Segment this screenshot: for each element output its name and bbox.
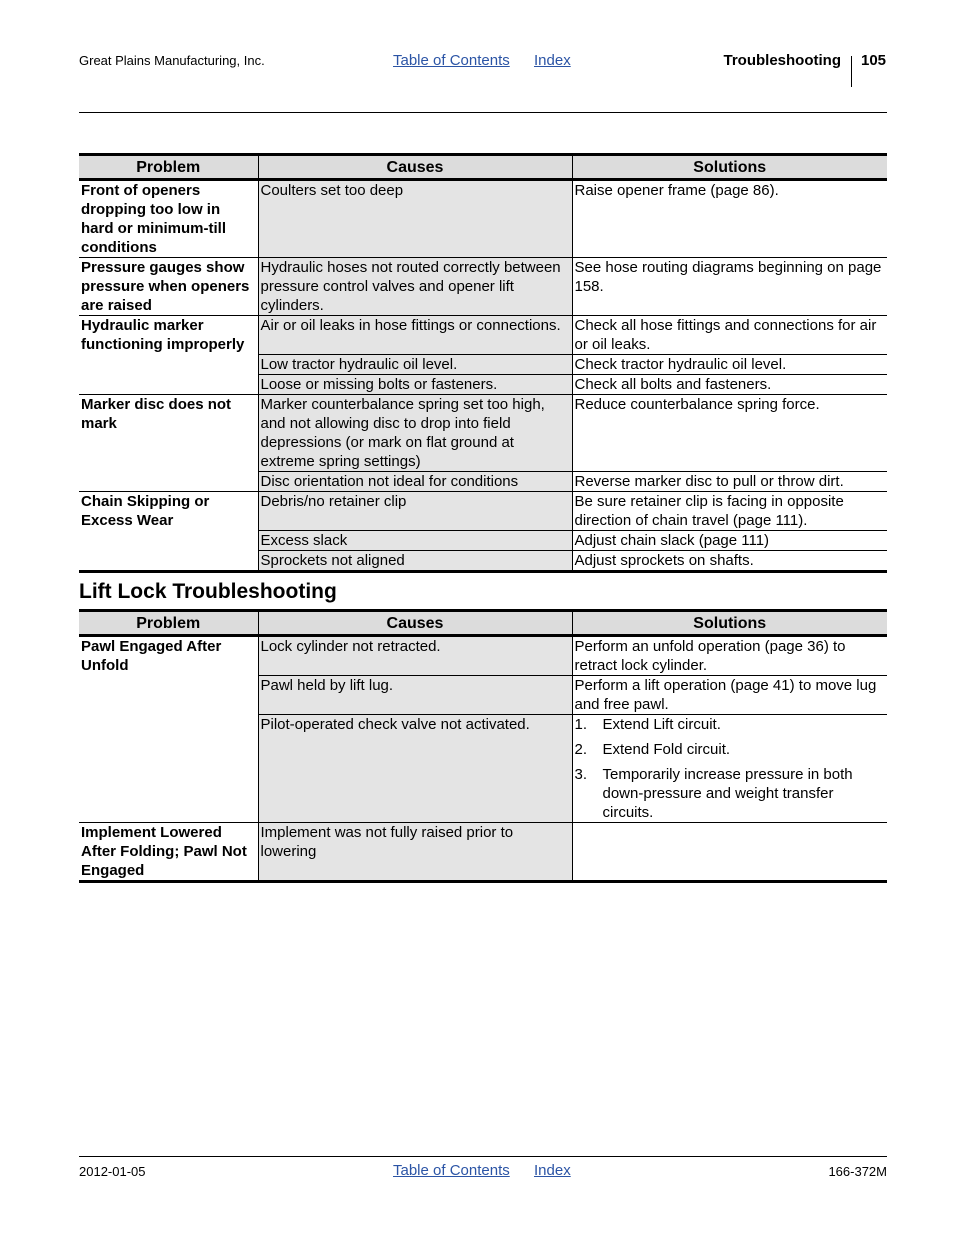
header-solutions: Solutions [572, 155, 887, 180]
solution-cell [572, 823, 887, 882]
header-causes: Causes [258, 155, 572, 180]
problem-cell: Chain Skipping or Excess Wear [79, 492, 258, 572]
header-problem: Problem [79, 611, 258, 636]
solution-cell: See hose routing diagrams beginning on page 158. [572, 258, 887, 316]
troubleshooting-table [79, 153, 887, 573]
lift-lock-table [79, 609, 887, 883]
solution-cell: Adjust chain slack (page 111) [572, 531, 887, 551]
header-rule [79, 112, 887, 113]
solution-cell: Check tractor hydraulic oil level. [572, 355, 887, 375]
solution-cell: Adjust sprockets on shafts. [572, 551, 887, 572]
solution-cell: Perform an unfold operation (page 36) to retract lock cylinder. [572, 636, 887, 676]
cause-cell: Excess slack [258, 531, 572, 551]
problem-cell: Implement Lowered After Folding; Pawl Not Engaged [79, 823, 258, 882]
header-index-link[interactable]: Index [534, 52, 571, 69]
table-row [79, 823, 887, 882]
header-divider [851, 56, 852, 87]
cause-cell: Loose or missing bolts or fasteners. [258, 375, 572, 395]
footer-index-link[interactable]: Index [534, 1162, 571, 1179]
cause-cell: Lock cylinder not retracted. [258, 636, 572, 676]
solution-cell: Be sure retainer clip is facing in opposite direction of chain travel (page 111). [572, 492, 887, 531]
company-name: Great Plains Manufacturing, Inc. [79, 53, 265, 68]
problem-cell: Marker disc does not mark [79, 395, 258, 492]
cause-cell: Implement was not fully raised prior to lowering [258, 823, 572, 882]
cause-cell: Sprockets not aligned [258, 551, 572, 572]
problem-cell: Hydraulic marker functioning improperly [79, 316, 258, 395]
footer-rule [79, 1156, 887, 1157]
document-number: 166-372M [828, 1164, 887, 1179]
table-row [79, 395, 887, 472]
step-item [575, 765, 886, 822]
solution-cell: Check all bolts and fasteners. [572, 375, 887, 395]
table-row [79, 492, 887, 531]
header-causes: Causes [258, 611, 572, 636]
header-toc-link[interactable]: Table of Contents [393, 52, 510, 69]
cause-cell: Low tractor hydraulic oil level. [258, 355, 572, 375]
step-item [575, 740, 886, 759]
problem-cell: Pressure gauges show pressure when openers are raised [79, 258, 258, 316]
solution-cell [572, 715, 887, 823]
table-row [79, 258, 887, 316]
step-text: Extend Fold circuit. [602, 741, 731, 758]
cause-cell: Coulters set too deep [258, 180, 572, 258]
header-problem: Problem [79, 155, 258, 180]
step-item [575, 715, 886, 734]
problem-cell: Front of openers dropping too low in hard or minimum-till conditions [79, 180, 258, 258]
cause-cell: Pawl held by lift lug. [258, 676, 572, 715]
cause-cell: Disc orientation not ideal for conditions [258, 472, 572, 492]
problem-cell: Pawl Engaged After Unfold [79, 636, 258, 823]
cause-cell: Hydraulic hoses not routed correctly between pressure control valves and opener lift cylinders. [258, 258, 572, 316]
solution-steps [575, 715, 886, 822]
footer-toc-link[interactable]: Table of Contents [393, 1162, 510, 1179]
step-number: 1. [574, 716, 588, 733]
step-number: 2. [574, 741, 588, 758]
cause-cell: Marker counterbalance spring set too high, and not allowing disc to drop into field depressions (or mark on flat ground at extreme spring settings) [258, 395, 572, 472]
step-text: Extend Lift circuit. [602, 716, 721, 733]
step-number: 3. [574, 766, 588, 783]
table-row [79, 316, 887, 355]
cause-cell: Pilot-operated check valve not activated. [258, 715, 572, 823]
page-number: 105 [861, 52, 887, 69]
step-text: Temporarily increase pressure in both down-pressure and weight transfer circuits. [602, 766, 853, 821]
cause-cell: Debris/no retainer clip [258, 492, 572, 531]
solution-cell: Reverse marker disc to pull or throw dirt. [572, 472, 887, 492]
cause-cell: Air or oil leaks in hose fittings or connections. [258, 316, 572, 355]
lift-lock-heading: Lift Lock Troubleshooting [79, 580, 337, 603]
solution-cell: Check all hose fittings and connections for air or oil leaks. [572, 316, 887, 355]
footer-date: 2012-01-05 [79, 1164, 146, 1179]
solution-cell: Reduce counterbalance spring force. [572, 395, 887, 472]
table-header-row [79, 611, 887, 636]
solution-cell: Perform a lift operation (page 41) to move lug and free pawl. [572, 676, 887, 715]
table-header-row [79, 155, 887, 180]
solution-cell: Raise opener frame (page 86). [572, 180, 887, 258]
table-row [79, 180, 887, 258]
header-solutions: Solutions [572, 611, 887, 636]
table-row [79, 636, 887, 676]
section-name: Troubleshooting [723, 52, 841, 69]
